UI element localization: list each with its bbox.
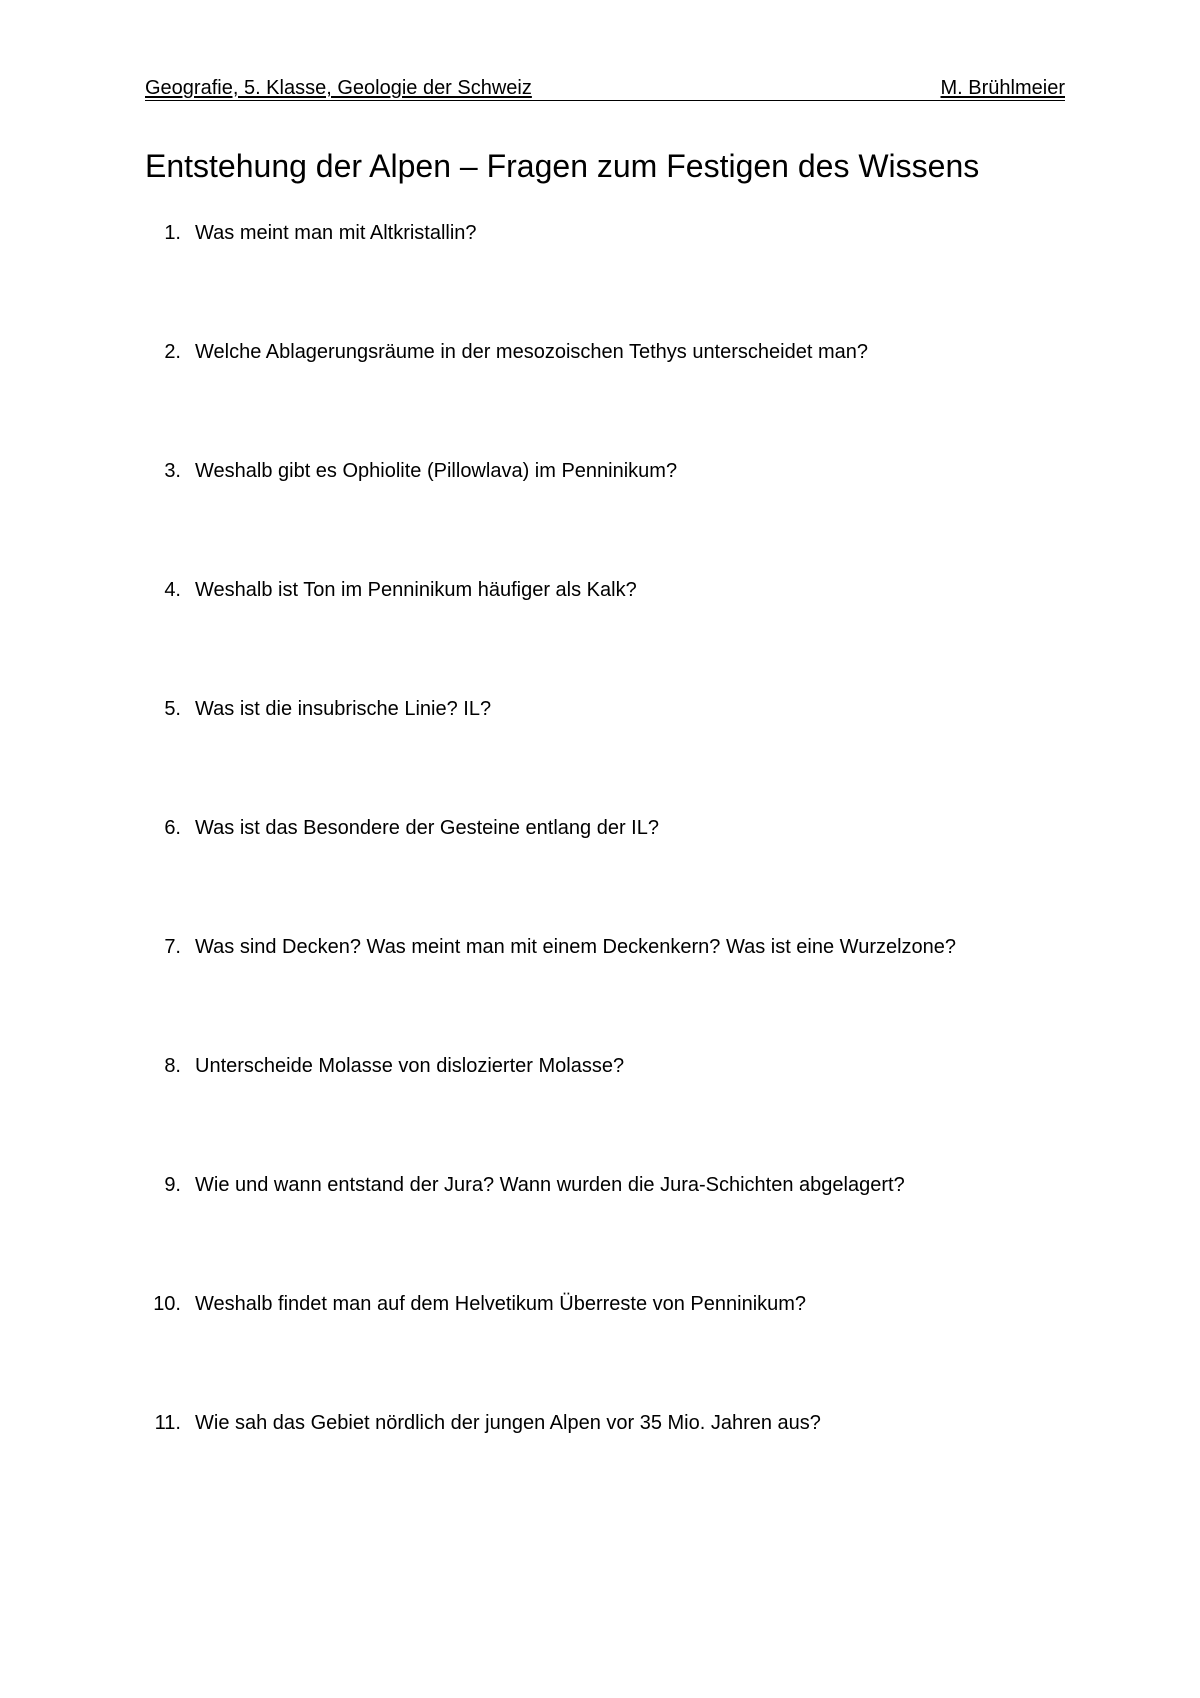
header-course: Geografie, 5. Klasse, Geologie der Schweiz: [145, 77, 532, 99]
page-title: Entstehung der Alpen – Fragen zum Festigen des Wissens: [145, 148, 980, 184]
question-item: [145, 458, 1085, 577]
question-number: 9.: [164, 1174, 181, 1196]
question-number: 11.: [154, 1412, 181, 1434]
question-text: Weshalb gibt es Ophiolite (Pillowlava) im Penninikum?: [195, 460, 678, 482]
question-text: Was ist das Besondere der Gesteine entlang der IL?: [195, 817, 659, 839]
question-item: [145, 577, 1085, 696]
page-header: [145, 74, 1065, 101]
question-number: 6.: [164, 817, 181, 839]
question-item: [145, 815, 1085, 934]
question-number: 1.: [164, 222, 181, 244]
question-item: [145, 696, 1085, 815]
question-text: Weshalb findet man auf dem Helvetikum Überreste von Penninikum?: [195, 1293, 807, 1315]
question-item: [145, 1410, 1085, 1529]
question-text: Was sind Decken? Was meint man mit einem Deckenkern? Was ist eine Wurzelzone?: [195, 936, 957, 958]
question-text: Was ist die insubrische Linie? IL?: [195, 698, 492, 720]
question-item: [145, 934, 1085, 1053]
question-text: Was meint man mit Altkristallin?: [195, 222, 477, 244]
question-number: 5.: [164, 698, 181, 720]
header-author: M. Brühlmeier: [940, 77, 1065, 99]
question-item: [145, 1053, 1085, 1172]
question-list: [145, 220, 1085, 1529]
question-number: 7.: [164, 936, 181, 958]
question-item: [145, 1172, 1085, 1291]
question-item: [145, 339, 1085, 458]
question-text: Unterscheide Molasse von dislozierter Molasse?: [195, 1055, 625, 1077]
question-item: [145, 220, 1085, 339]
question-item: [145, 1291, 1085, 1410]
question-number: 2.: [164, 341, 181, 363]
question-text: Wie und wann entstand der Jura? Wann wurden die Jura-Schichten abgelagert?: [195, 1174, 905, 1196]
question-text: Welche Ablagerungsräume in der mesozoischen Tethys unterscheidet man?: [195, 341, 868, 363]
question-number: 3.: [164, 460, 181, 482]
question-number: 10.: [153, 1293, 181, 1315]
question-text: Wie sah das Gebiet nördlich der jungen Alpen vor 35 Mio. Jahren aus?: [195, 1412, 821, 1434]
question-number: 4.: [164, 579, 181, 601]
question-number: 8.: [164, 1055, 181, 1077]
question-text: Weshalb ist Ton im Penninikum häufiger als Kalk?: [195, 579, 637, 601]
